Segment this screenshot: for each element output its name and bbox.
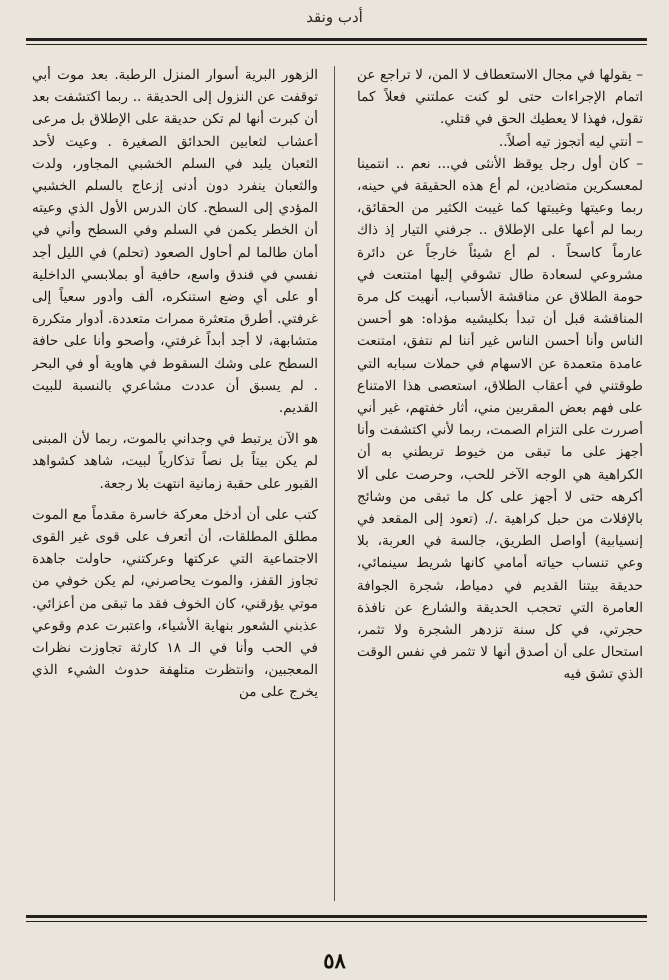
column-divider — [334, 66, 335, 901]
page-number: ٥٨ — [323, 948, 346, 973]
header-rule-thin — [26, 44, 647, 45]
footer-rule-thin — [26, 921, 647, 922]
header-rule-thick — [26, 38, 647, 41]
paragraph: – يقولها في مجال الاستعطاف لا المن، لا تراجع عن اتمام الإجراءات حتى لو كنت عملتني فعلاً كما تقول، فهذا لا يعطيك الحق في قتلي. — [357, 67, 643, 128]
footer-rule-thick — [26, 915, 647, 918]
paragraph: – أنتي ليه أتجوز تيه أصلاً.. — [498, 133, 643, 150]
left-column — [32, 64, 318, 909]
right-column — [357, 64, 643, 909]
paragraph: – كان أول رجل يوقظ الأنثى في... نعم .. انتمينا لمعسكرين متضادين، لم أع هذه الحقيقة في حينه، ربما وعيتها وغيبتها كما غيبت الكثير من الحقائق، ربما لم أعها على الإطلاق .. جرفني التيار إذ ذاك عارماً كاسحاً . لم أع شيئاً خارجاً عن دائرة مشروعي لسعادة طال تشوقي إليها امتنعت في حومة الطلاق عن مناقشة الأسباب، أنهيت كل مرة المناقشة قبل أن تبدأ بكليشيه مؤداه: هو أحسن الناس وأنا أحسن الناس غير أننا لم نتفق، امتنعت عامدة متعمدة عن الاسهام في حملات سبابه التي طوقتني في أعقاب الطلاق، استعصى هذا الامتناع على فهم بعض المقربين مني، أثار خفتهم، غير أني أصررت على التزام الصمت، ربما لأني اكتشفت وأنا أجهز على ما تبقى من خيوط تربطني به أن الكراهية هي الوجه الآخر للحب، وحرصت على ألا أكرهه حتى لا أجهز على كل ما تبقى من وشائج بالإفلات من حبل كراهية ./. (تعود إلى المقعد في إنسيابية) أواصل الطريق، جالسة في العربة، بلا وعي تنساب حياته أمامي كانها شريط سينمائي، حديقة بيتنا القديم في دمياط، شجرة الجوافة العامرة التي تحجب الحديقة والشارع عن نافذة حجرتي، في كل سنة تزدهر الشجرة ولا تثمر، استحال على أن أصدق أنها لا تثمر في نفس الوقت الذي تشق فيه — [357, 155, 643, 683]
paragraph: كتب على أن أدخل معركة خاسرة مقدماً مع الموت مطلق المطلقات، أن أتعرف على قوى غير القوى الاجتماعية التي عركتها وعركتني، حاولت جاهدة تجاوز القفز، والموت يحاصرني، لم يكن خوفي من موتي يؤرقني، كان الخوف فقد ما تبقى من أعزائي. عذبني الشعور بنهاية الأشياء، واعتبرت عدم وقوعي في الحب وأنا في الـ ١٨ كارثة تجاوزت نظرات المعجبين، وانتظرت متلهفة حدوث الشيء الذي يخرج على من — [32, 506, 318, 701]
paragraph: الزهور البرية أسوار المنزل الرطبة. بعد موت أبي توقفت عن النزول إلى الحديقة .. ربما اكتشفت بعد أن كبرت أنها لم تكن حديقة على الإطلاق بل مرعى أعشاب لثعابين الحدائق الصغيرة . وعيت لأحد الثعبان يلبد في السلم الخشبي المجاور، ولدت والثعبان ينفرد دون أدنى إزعاج بالسلم الخشبي المؤدي إلى السطح. كان الدرس الأول الذي وعيته أن الخطر يكمن في السلم وفي السطح وأني في أمان طالما لم أحاول الصعود (تحلم) في الليل أجد نفسي في فندق واسع، حافية أو بملابسي الداخلية أو على أي وضع استنكره، ألف وأدور سعياً إلى غرفتي. أطرق متعثرة ممرات متعددة. أدوار متكررة متشابهة، لا أجد أبداً غرفتي، وأصحو وأنا على حافة السطح على وشك السقوط في هاوية أو في البحر . لم يسبق أن عددت مشاعري بالنسبة للبيت القديم. — [32, 67, 318, 417]
paragraph: هو الآن يرتبط في وجداني بالموت، ربما لأن المبنى لم يكن بيتاً بل نصاً تذكارياً لبيت، شاهد كشواهد القبور على حقبة زمانية انتهت بلا رجعة. — [32, 431, 318, 492]
section-title: أدب ونقد — [306, 8, 363, 26]
